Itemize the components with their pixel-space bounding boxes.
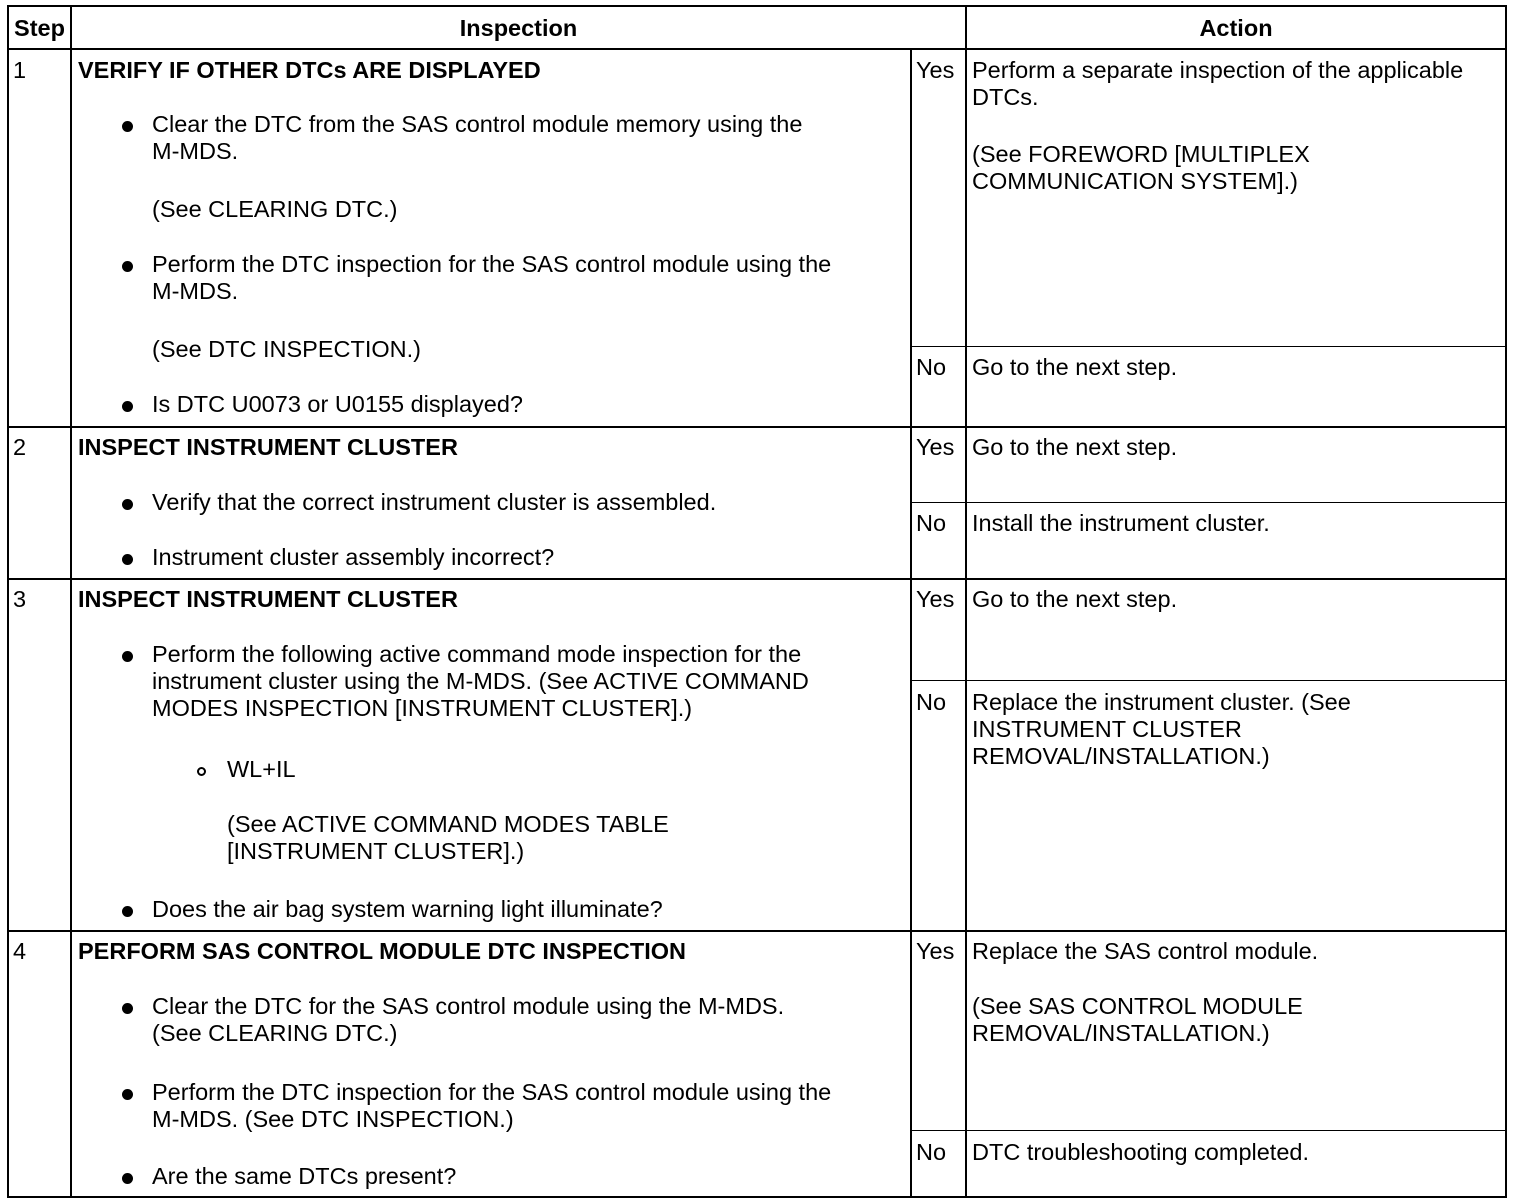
step-title: PERFORM SAS CONTROL MODULE DTC INSPECTION bbox=[78, 938, 686, 964]
inspection-question: Does the air bag system warning light illuminate? bbox=[152, 896, 663, 922]
row-divider-step1 bbox=[7, 426, 1507, 428]
yes-action: Go to the next step. bbox=[972, 434, 1178, 460]
header-action: Action bbox=[1199, 15, 1273, 41]
no-action: Install the instrument cluster. bbox=[972, 510, 1270, 536]
bullet-icon bbox=[122, 651, 133, 662]
yes-label: Yes bbox=[916, 586, 955, 612]
header-step: Step bbox=[14, 15, 65, 41]
subrow-divider-step1 bbox=[910, 346, 1507, 347]
inspection-question: Are the same DTCs present? bbox=[152, 1163, 457, 1189]
yes-action: Go to the next step. bbox=[972, 586, 1178, 612]
no-action: Replace the instrument cluster. (See INSTRUMENT CLUSTER REMOVAL/INSTALLATION.) bbox=[972, 689, 1351, 769]
inspection-item: Clear the DTC for the SAS control module using the M-MDS. (See CLEARING DTC.) bbox=[152, 993, 785, 1046]
subrow-divider-step4 bbox=[910, 1130, 1507, 1131]
step-title: INSPECT INSTRUMENT CLUSTER bbox=[78, 434, 458, 460]
inspection-reference: (See DTC INSPECTION.) bbox=[152, 336, 421, 362]
yes-action-reference: (See SAS CONTROL MODULE REMOVAL/INSTALLATION.) bbox=[972, 993, 1303, 1046]
yes-label: Yes bbox=[916, 434, 955, 460]
step-number: 3 bbox=[13, 586, 27, 612]
no-action: DTC troubleshooting completed. bbox=[972, 1139, 1310, 1165]
table-border-right bbox=[1505, 5, 1507, 1198]
bullet-icon bbox=[122, 1173, 133, 1184]
no-label: No bbox=[916, 1139, 947, 1165]
inspection-item: Clear the DTC from the SAS control module memory using the M-MDS. bbox=[152, 111, 803, 164]
yes-label: Yes bbox=[916, 57, 955, 83]
inspection-item: Perform the DTC inspection for the SAS control module using the M-MDS. (See DTC INSPECTION.) bbox=[152, 1079, 832, 1132]
no-label: No bbox=[916, 510, 947, 536]
no-label: No bbox=[916, 354, 947, 380]
yes-label: Yes bbox=[916, 938, 955, 964]
bullet-icon bbox=[122, 1003, 133, 1014]
row-divider-header bbox=[7, 48, 1507, 50]
no-action: Go to the next step. bbox=[972, 354, 1178, 380]
table-border-top bbox=[7, 5, 1507, 7]
inspection-question: Instrument cluster assembly incorrect? bbox=[152, 544, 555, 570]
inspection-reference: (See CLEARING DTC.) bbox=[152, 196, 398, 222]
yes-action-reference: (See FOREWORD [MULTIPLEX COMMUNICATION SYSTEM].) bbox=[972, 141, 1310, 194]
step-title: INSPECT INSTRUMENT CLUSTER bbox=[78, 586, 458, 612]
table-border-bottom bbox=[7, 1196, 1507, 1198]
inspection-subitem: WL+IL bbox=[227, 756, 296, 782]
bullet-icon bbox=[122, 401, 133, 412]
inspection-question: Is DTC U0073 or U0155 displayed? bbox=[152, 391, 523, 417]
row-divider-step3 bbox=[7, 930, 1507, 932]
no-label: No bbox=[916, 689, 947, 715]
bullet-icon bbox=[122, 906, 133, 917]
table-border-left bbox=[7, 5, 9, 1198]
bullet-icon bbox=[122, 554, 133, 565]
inspection-item: Verify that the correct instrument cluster is assembled. bbox=[152, 489, 717, 515]
yes-action: Replace the SAS control module. bbox=[972, 938, 1319, 964]
sub-bullet-icon bbox=[197, 767, 206, 776]
column-divider-step bbox=[70, 5, 72, 1198]
bullet-icon bbox=[122, 261, 133, 272]
yes-action: Perform a separate inspection of the applicable DTCs. bbox=[972, 57, 1464, 110]
row-divider-step2 bbox=[7, 578, 1507, 580]
bullet-icon bbox=[122, 1089, 133, 1100]
bullet-icon bbox=[122, 121, 133, 132]
subrow-divider-step3 bbox=[910, 680, 1507, 681]
step-number: 1 bbox=[13, 57, 27, 83]
step-number: 4 bbox=[13, 938, 27, 964]
column-divider-yesno bbox=[910, 49, 912, 1198]
troubleshooting-table bbox=[7, 5, 1507, 1198]
step-number: 2 bbox=[13, 434, 27, 460]
inspection-subreference: (See ACTIVE COMMAND MODES TABLE [INSTRUMENT CLUSTER].) bbox=[227, 811, 669, 864]
inspection-item: Perform the DTC inspection for the SAS control module using the M-MDS. bbox=[152, 251, 832, 304]
column-divider-action bbox=[965, 5, 967, 1198]
inspection-item: Perform the following active command mode inspection for the instrument cluster using the M-MDS. (See ACTIVE COMMAND MODES INSPECTION [INSTRUMENT CLUSTER].) bbox=[152, 641, 809, 721]
bullet-icon bbox=[122, 499, 133, 510]
subrow-divider-step2 bbox=[910, 502, 1507, 503]
step-title: VERIFY IF OTHER DTCs ARE DISPLAYED bbox=[78, 57, 541, 83]
header-inspection: Inspection bbox=[459, 15, 578, 41]
